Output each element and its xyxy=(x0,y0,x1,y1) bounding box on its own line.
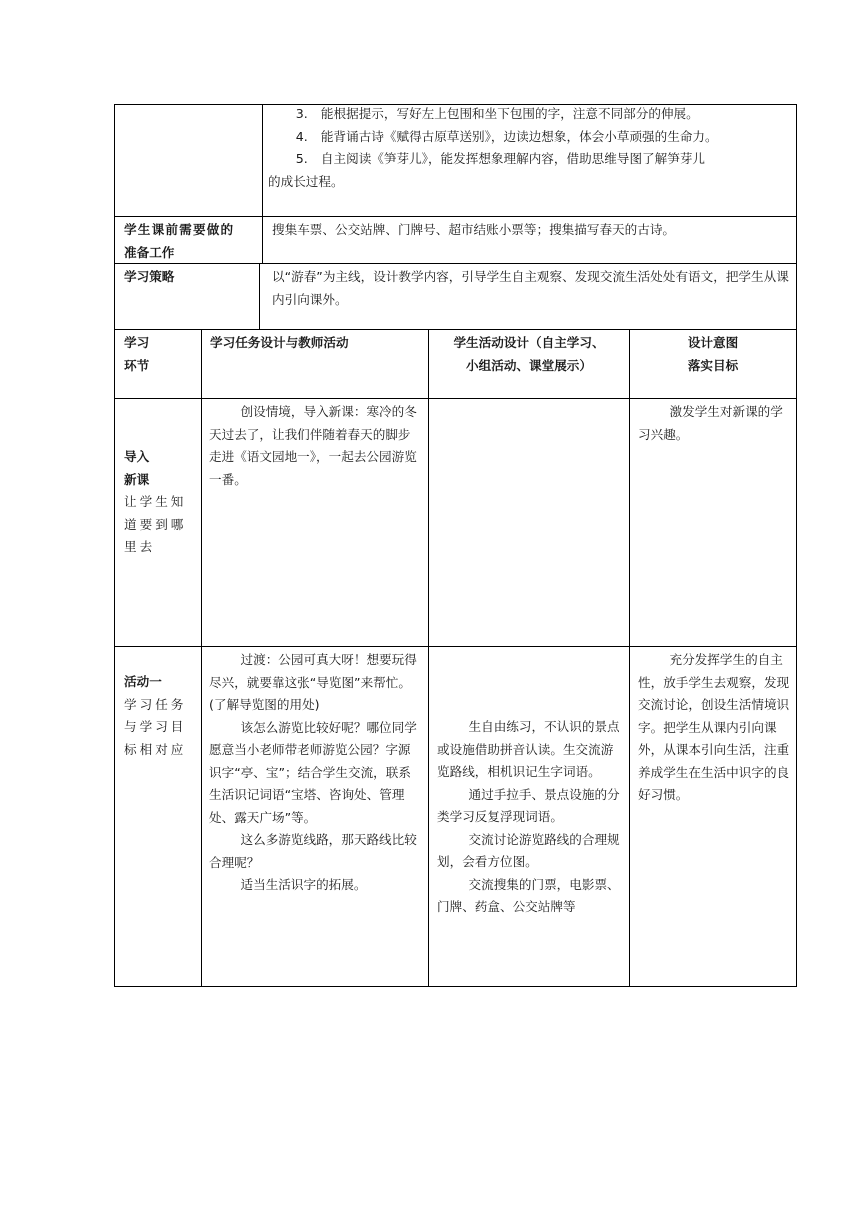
top-table-col-divider-c xyxy=(259,263,260,330)
row2-intent: 充分发挥学生的自主性，放手学生去观察，发现交流讨论，创设生活情境识字。把学生从课内引向课外，从课本引向生活，注重养成学生在生活中识字的良好习惯。 xyxy=(638,652,790,802)
row-divider xyxy=(114,646,797,647)
top-table-col-divider-b xyxy=(262,216,263,263)
strategy-content: 以“游春”为主线，设计教学内容，引导学生自主观察、发现交流生活处处有语文，把学生从课内引向课外。 xyxy=(272,269,789,307)
header-intent: 设计意图 落实目标 xyxy=(687,335,739,373)
header-divider xyxy=(114,398,797,399)
header-teacher: 学习任务设计与教师活动 xyxy=(210,335,349,350)
col-divider-3 xyxy=(629,329,630,987)
objective-continuation: 的成长过程。 xyxy=(268,173,344,189)
objective-item: 5. 自主阅读《笋芽儿》，能发挥想象理解内容，借助思维导图了解笋芽儿 xyxy=(295,151,706,166)
row2-stage: 活动一 学习任务与学习目标相对应 xyxy=(124,674,187,757)
row1-stage: 导入 新课 让学生知道要到哪里去 xyxy=(124,449,187,554)
objective-item: 3. 能根据提示，写好左上包围和坐下包围的字，注意不同部分的伸展。 xyxy=(295,106,699,121)
col-divider-1 xyxy=(201,329,202,987)
objective-item: 4. 能背诵古诗《赋得古原草送别》，边读边想象，体会小草顽强的生命力。 xyxy=(295,128,718,144)
row1-intent: 激发学生对新课的学习兴趣。 xyxy=(638,404,783,442)
row2-student: 生自由练习，不认识的景点或设施借助拼音认读。生交流游览路线，相机识记生字词语。 通过手拉手、景点设施的分类学习反复浮现词语。 交流讨论游览路线的合理规划，会看方位图。 交流搜集的门票，电影票、门牌、药盒、公交站牌等 xyxy=(437,719,620,914)
header-student: 学生活动设计（自主学习、 小组活动、课堂展示） xyxy=(453,335,605,373)
header-stage: 学习 环节 xyxy=(124,335,150,373)
top-table-divider-1 xyxy=(114,216,797,217)
preparation-content: 搜集车票、公交站牌、门牌号、超市结账小票等；搜集描写春天的古诗。 xyxy=(272,222,675,237)
row1-teacher: 创设情境，导入新课：寒冷的冬天过去了，让我们伴随着春天的脚步走进《语文园地一》，一起去公园游览一番。 xyxy=(209,404,417,487)
col-divider-2 xyxy=(428,329,429,987)
row2-teacher: 过渡：公园可真大呀！想要玩得尽兴，就要靠这张“导览图”来帮忙。(了解导览图的用处) 该怎么游览比较好呢？哪位同学愿意当小老师带老师游览公园？字源识字“亭、宝”；结合学生交流，联系生活识记词语“宝塔、咨询处、管理处、露天广场”等。 这么多游览线路，那天路线比较合理呢？ 适当生活识字的拓展。 xyxy=(209,652,417,892)
preparation-label: 学生课前需要做的 准备工作 xyxy=(124,222,235,260)
top-table-col-divider-a xyxy=(262,104,263,216)
objectives-list xyxy=(268,103,792,193)
strategy-label: 学习策略 xyxy=(124,269,175,284)
